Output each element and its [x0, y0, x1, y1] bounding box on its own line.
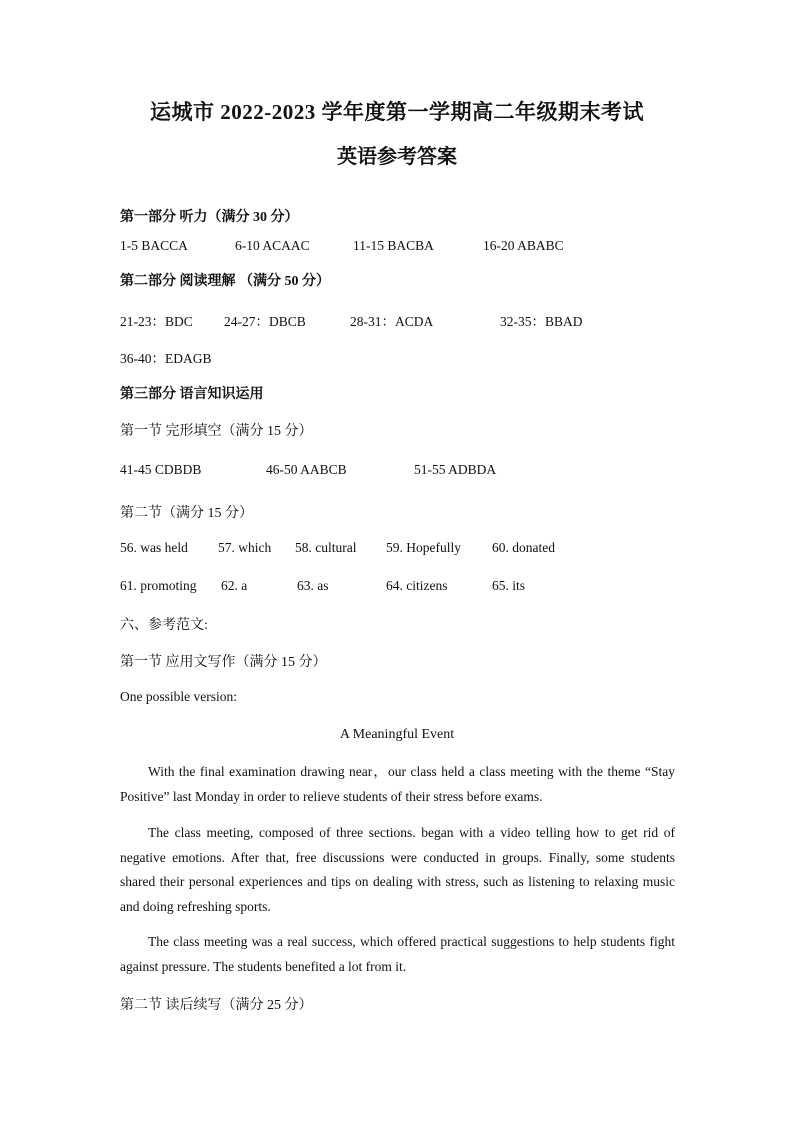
- grammar-answer-63: 63. as: [297, 578, 329, 593]
- grammar-answer-64: 64. citizens: [386, 578, 448, 593]
- essay-paragraph-3: The class meeting was a real success, which offered practical suggestions to help students fight against pressure. The students benefited a lot from it.: [120, 934, 675, 974]
- part3-heading: 第三部分 语言知识运用: [120, 387, 264, 402]
- part2-answer-1: 21-23：BDC: [120, 314, 193, 329]
- page-subtitle: 英语参考答案: [337, 146, 457, 168]
- part6-section1-heading: 第一节 应用文写作（满分 15 分）: [120, 655, 327, 670]
- grammar-answer-56: 56. was held: [120, 540, 188, 555]
- page-title: 运城市 2022-2023 学年度第一学期高二年级期末考试: [150, 100, 644, 124]
- cloze-answer-3: 51-55 ADBDA: [414, 462, 497, 477]
- part1-heading: 第一部分 听力（满分 30 分）: [120, 210, 299, 225]
- part3-section1-heading: 第一节 完形填空（满分 15 分）: [120, 424, 313, 439]
- essay-paragraph-1: With the final examination drawing near，our class held a class meeting with the theme “Stay Positive” last Monday in order to relieve students of their stress before exams.: [120, 764, 675, 804]
- essay-paragraph-2: The class meeting, composed of three sections. began with a video telling how to get rid of negative emotions. After that, free discussions were conducted in groups. Finally, some students shared their personal experiences and tips on dealing with stress, such as listening to relaxing music and doing refreshing sports.: [120, 825, 675, 914]
- grammar-answer-60: 60. donated: [492, 540, 555, 555]
- part2-answer-3: 28-31：ACDA: [350, 314, 434, 329]
- grammar-answer-61: 61. promoting: [120, 578, 197, 593]
- part2-heading: 第二部分 阅读理解 （满分 50 分）: [120, 274, 330, 289]
- grammar-answer-65: 65. its: [492, 578, 526, 593]
- grammar-answer-59: 59. Hopefully: [386, 540, 461, 555]
- grammar-answer-58: 58. cultural: [295, 540, 357, 555]
- part3-section2-heading: 第二节（满分 15 分）: [120, 506, 253, 521]
- part2-answer-2: 24-27：DBCB: [224, 314, 306, 329]
- part1-answer-4: 16-20 ABABC: [483, 238, 564, 253]
- essay-intro: One possible version:: [120, 689, 237, 704]
- part2-answer-5: 36-40：EDAGB: [120, 351, 212, 366]
- part1-answer-2: 6-10 ACAAC: [235, 238, 310, 253]
- part1-answer-1: 1-5 BACCA: [120, 238, 188, 253]
- part6-heading: 六、参考范文:: [120, 618, 208, 633]
- part1-answer-3: 11-15 BACBA: [353, 238, 434, 253]
- cloze-answer-2: 46-50 AABCB: [266, 462, 347, 477]
- cloze-answer-1: 41-45 CDBDB: [120, 462, 202, 477]
- part2-answer-4: 32-35：BBAD: [500, 314, 583, 329]
- grammar-answer-57: 57. which: [218, 540, 272, 555]
- part6-section2-heading: 第二节 读后续写（满分 25 分）: [120, 998, 313, 1013]
- essay-title: A Meaningful Event: [339, 727, 455, 742]
- grammar-answer-62: 62. a: [221, 578, 248, 593]
